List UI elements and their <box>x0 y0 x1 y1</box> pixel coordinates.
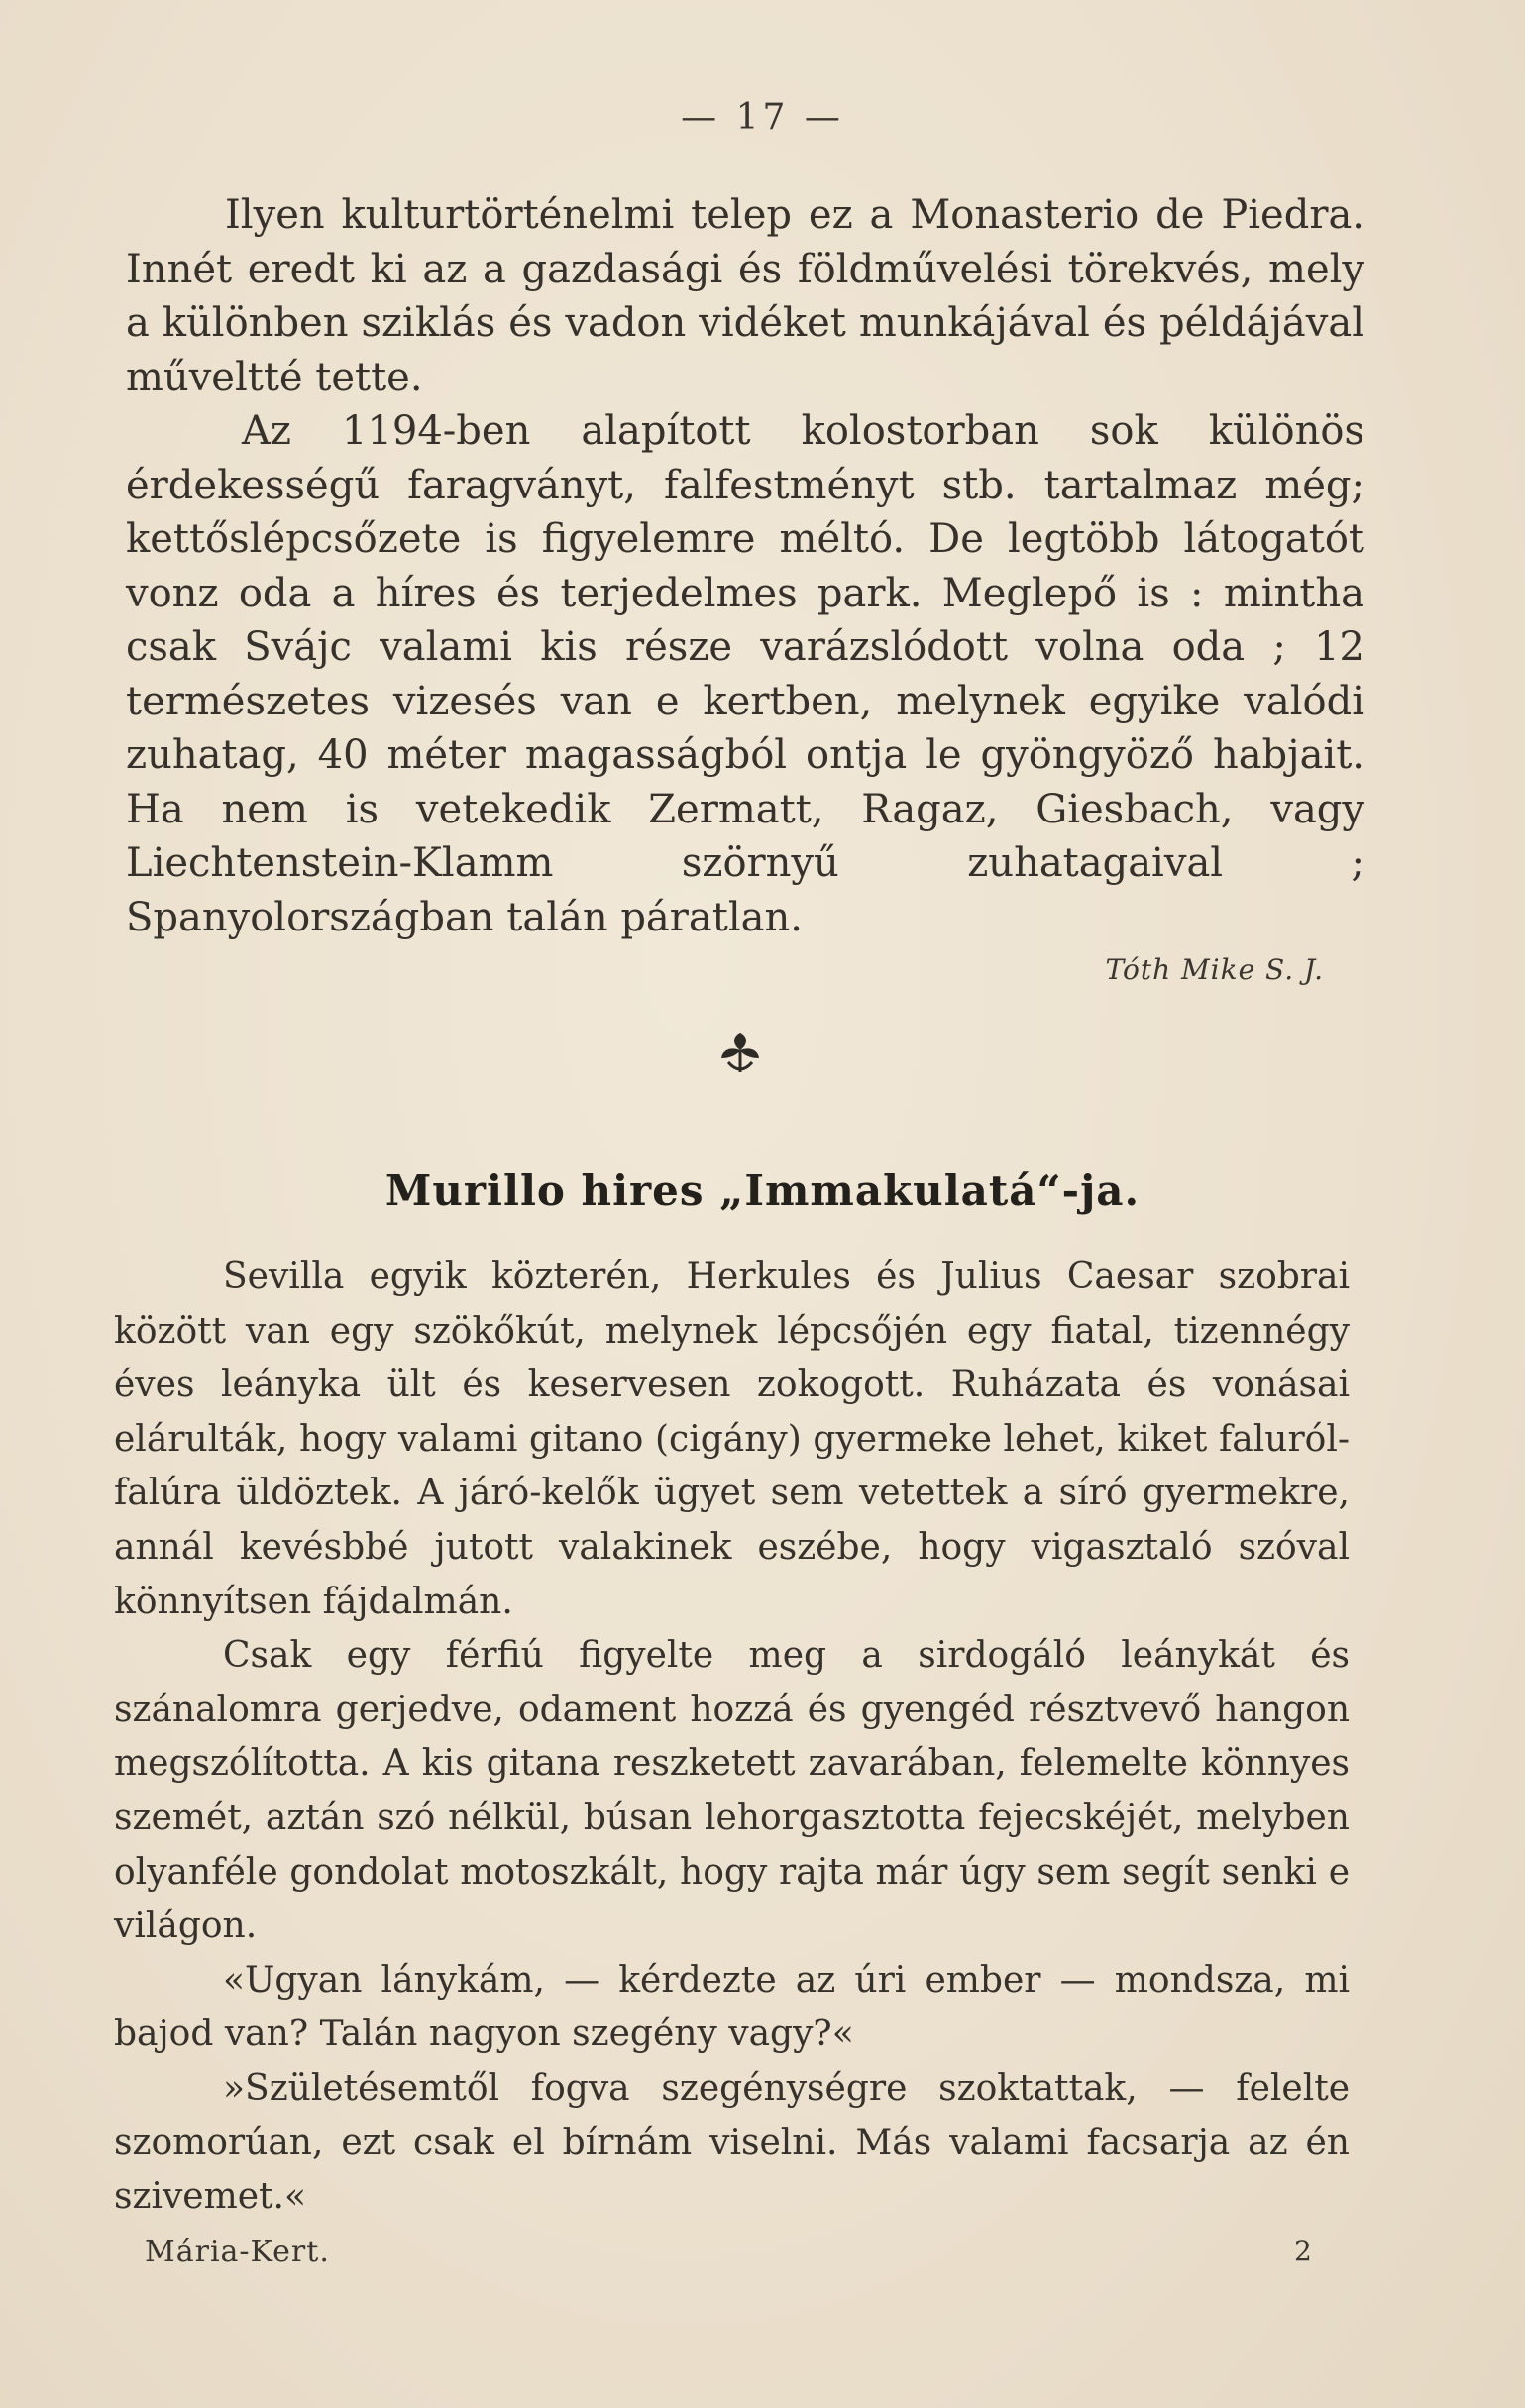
paragraph: Ilyen kulturtörténelmi telep ez a Monasterio de Piedra. Innét eredt ki az a gazdasági és földművelési törekvés, mely a különben sziklás és vadon vidéket munkájával és példájával műveltté tette. <box>126 192 1364 400</box>
paragraph: Sevilla egyik közterén, Herkules és Julius Caesar szobrai között van egy szökőkút, melynek lépcsőjén egy fiatal, tizennégy éves leányka ült és keservesen zokogott. Ruházata és vonásai elárulták, hogy valami gitano (cigány) gyermeke lehet, kiket faluról-falúra üldöztek. A járó-kelők ügyet sem vetettek a síró gyermekre, annál kevésbbé jutott valakinek eszébe, hogy vigasztaló szóval könnyítsen fájdalmán. <box>114 1257 1350 1622</box>
footer-publication-name: Mária-Kert. <box>145 2235 330 2269</box>
leaf-ornament-icon <box>718 1029 762 1078</box>
paragraph: Az 1194-ben alapított kolostorban sok különös érdekességű faragványt, falfestményt stb. tartalmaz még; kettőslépcsőzete is figyelemre méltó. De legtöbb látogatót vonz oda a híres és terjedelmes park. Meglepő is : mintha csak Svájc valami kis része varázslódott volna oda ; 12 természetes vizesés van e kertben, melynek egyike valódi zuhatag, 40 méter magasságból ontja le gyöngyöző habjait. Ha nem is vetekedik Zermatt, Ragaz, Giesbach, vagy Liechtenstein-Klamm szörnyű zuhatagaival ; Spanyolországban talán páratlan. <box>126 408 1364 940</box>
paragraph: «Ugyan lánykám, — kérdezte az úri ember — mondsza, mi bajod van? Talán nagyon szegény vagy?« <box>114 1959 1350 2055</box>
section2-text <box>114 1251 1350 2225</box>
section1-text <box>126 188 1364 944</box>
author-signature: Tóth Mike S. J. <box>1105 953 1324 986</box>
footer-signature-mark: 2 <box>1294 2235 1312 2267</box>
paragraph: Csak egy férfiú figyelte meg a sirdogáló leánykát és szánalomra gerjedve, odament hozzá és gyengéd résztvevő hangon megszólította. A kis gitana reszketett zavarában, felemelte könnyes szemét, aztán szó nélkül, búsan lehorgasztotta fejecskéjét, melyben olyanféle gondolat motoszkált, hogy rajta már úgy sem segít senki e világon. <box>114 1635 1350 1947</box>
article-title: Murillo hires „Immakulatá“-ja. <box>384 1166 1141 1215</box>
paragraph: »Születésemtől fogva szegénységre szoktattak, — felelte szomorúan, ezt csak el bírnám viselni. Más valami facsarja az én szivemet.« <box>114 2067 1350 2218</box>
page-number-header: — 17 — <box>681 97 844 138</box>
